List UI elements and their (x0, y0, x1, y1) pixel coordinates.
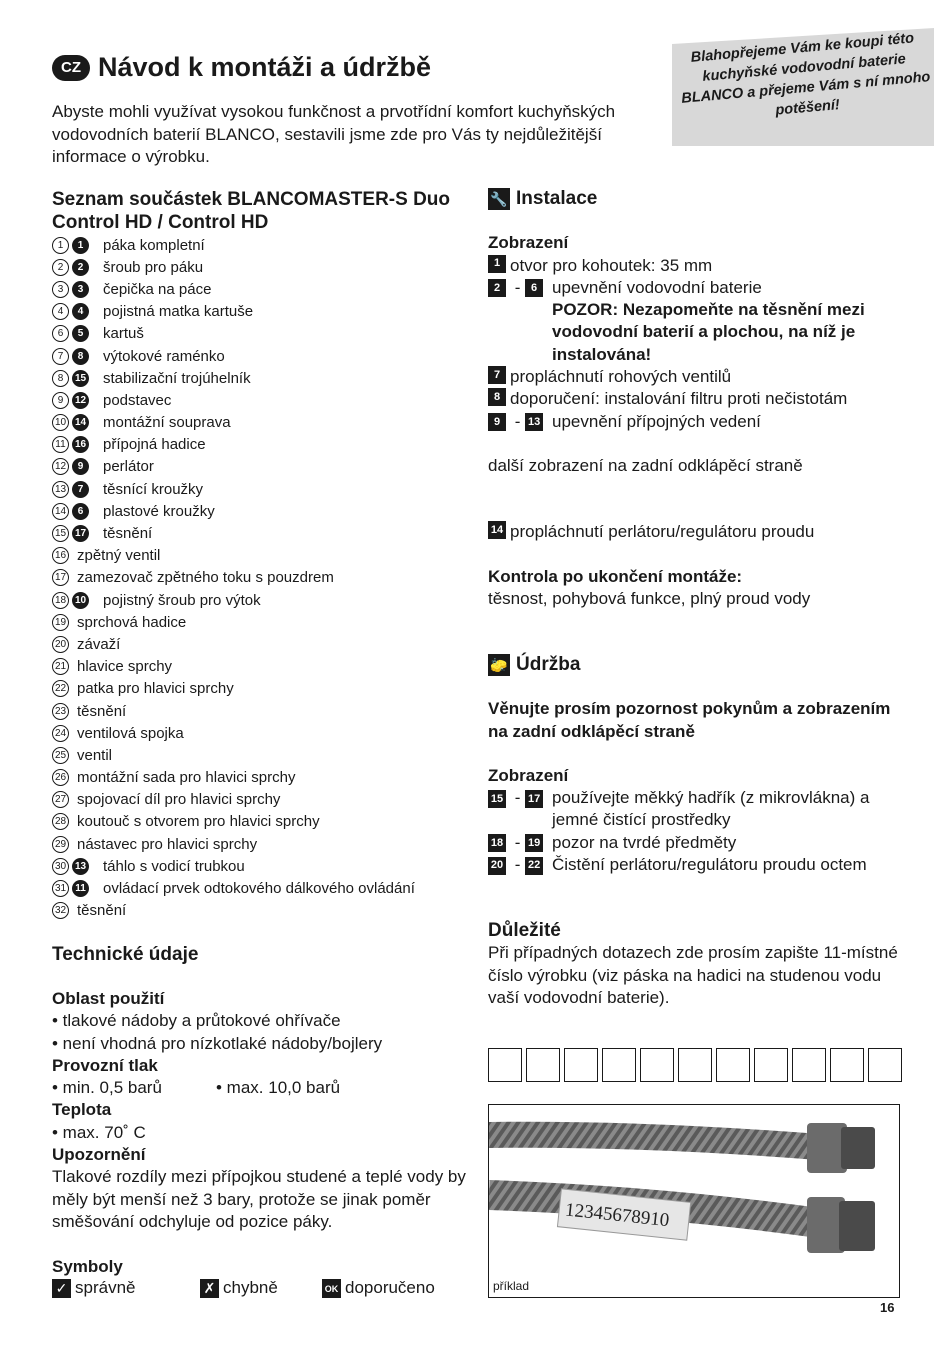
part-label: páka kompletní (103, 236, 205, 254)
part-label: výtokové raménko (103, 347, 225, 365)
maintenance-fig-title: Zobrazení (488, 765, 569, 785)
part-number: 21 (52, 658, 69, 675)
part-item (52, 478, 472, 500)
part-item (52, 589, 472, 611)
part-label: těsnění (77, 702, 127, 720)
part-number: 8 (52, 370, 69, 387)
figure-number: 1 (72, 237, 89, 254)
part-label: perlátor (103, 458, 154, 476)
parts-list (52, 234, 472, 922)
page-title (52, 52, 431, 83)
page-number: 16 (880, 1300, 895, 1315)
part-label: ventil (77, 746, 113, 764)
part-label: zamezovač zpětného toku s pouzdrem (77, 569, 334, 587)
part-item (52, 256, 472, 278)
figure-number: 10 (72, 592, 89, 609)
part-number: 22 (52, 680, 69, 697)
part-number: 12 (52, 458, 69, 475)
usage-item: • tlakové nádoby a průtokové ohřívače (52, 1011, 341, 1031)
install-step (488, 255, 908, 277)
figure-number: 4 (72, 303, 89, 320)
pressure-max: • max. 10,0 barů (216, 1078, 341, 1098)
part-label: pojistný šroub pro výtok (103, 591, 261, 609)
pressure-min: • min. 0,5 barů (52, 1078, 162, 1098)
part-label: ovládací prvek odtokového dálkového ovládání (103, 880, 415, 898)
ok-icon: OK (322, 1279, 341, 1298)
usage-title: Oblast použití (52, 989, 165, 1008)
part-item (52, 722, 472, 744)
part-number: 6 (52, 325, 69, 342)
photo-caption: příklad (493, 1279, 530, 1293)
install-step (488, 366, 908, 388)
part-label: podstavec (103, 391, 172, 409)
part-item (52, 633, 472, 655)
part-number: 31 (52, 880, 69, 897)
check-icon: ✓ (52, 1279, 71, 1298)
part-item (52, 456, 472, 478)
part-item (52, 877, 472, 899)
part-item (52, 744, 472, 766)
part-number: 26 (52, 769, 69, 786)
part-label: přípojná hadice (103, 436, 206, 454)
step-text: upevnění přípojných vedení (552, 411, 761, 431)
digit-box[interactable] (678, 1048, 712, 1082)
digit-box[interactable] (830, 1048, 864, 1082)
symbol-wrong (200, 1278, 322, 1298)
step-text: Čistění perlátoru/regulátoru proudu octem (552, 855, 867, 875)
part-label: táhlo s vodicí trubkou (103, 857, 245, 875)
install-section (488, 188, 908, 610)
symbols-row (52, 1278, 472, 1298)
part-item (52, 367, 472, 389)
important-title: Důležité (488, 920, 561, 941)
part-item (52, 389, 472, 411)
digit-box[interactable] (640, 1048, 674, 1082)
part-label: zpětný ventil (77, 547, 161, 565)
language-badge: CZ (52, 55, 90, 81)
usage-item: • není vhodná pro nízkotlaké nádoby/bojlery (52, 1033, 383, 1053)
check-title: Kontrola po ukončení montáže: (488, 566, 743, 586)
fig-number: 1 (488, 255, 506, 273)
maintenance-step (488, 832, 908, 854)
maintenance-section (488, 654, 908, 876)
intro-paragraph: Abyste mohli využívat vysokou funkčnost a prvotřídní komfort kuchyňských vodovodních baterií BLANCO, sestavili jsme zde pro Vás ty nejdůležitější informace o výrobku. (52, 102, 616, 166)
part-item (52, 567, 472, 589)
wrench-icon: 🔧 (488, 188, 510, 210)
part-item (52, 412, 472, 434)
maintenance-step (488, 854, 908, 876)
figure-number: 6 (72, 503, 89, 520)
install-heading (488, 188, 908, 210)
banner-text: Blahopřejeme Vám ke koupi této kuchyňské vodovodní baterie BLANCO a přejeme Vám s ní mnoho potěšení! (680, 30, 931, 119)
figure-number: 11 (72, 880, 89, 897)
part-label: koutouč s otvorem pro hlavici sprchy (77, 813, 320, 831)
part-label: patka pro hlavici sprchy (77, 680, 234, 698)
install-step (488, 411, 908, 433)
part-label: ventilová spojka (77, 724, 184, 742)
part-number: 2 (52, 259, 69, 276)
sample-product-number: 12345678910 (564, 1199, 671, 1232)
fig-number: 15 (488, 790, 506, 808)
tech-title: Technické údaje (52, 944, 199, 965)
step-text: používejte měkký hadřík (z mikrovlákna) a jemné čistící prostředky (552, 788, 870, 830)
fig-number: 13 (525, 413, 543, 431)
part-number: 29 (52, 836, 69, 853)
part-item (52, 301, 472, 323)
fig-number: 18 (488, 834, 506, 852)
part-number: 13 (52, 481, 69, 498)
pressure-title: Provozní tlak (52, 1055, 158, 1075)
figure-number: 9 (72, 458, 89, 475)
part-item (52, 767, 472, 789)
digit-box[interactable] (754, 1048, 788, 1082)
fig-number: 6 (525, 279, 543, 297)
part-label: montážní sada pro hlavici sprchy (77, 769, 296, 787)
tech-body (52, 988, 472, 1233)
fig-number: 7 (488, 366, 506, 384)
digit-box[interactable] (526, 1048, 560, 1082)
part-number: 27 (52, 791, 69, 808)
range-separator: - (510, 411, 526, 431)
part-label: šroub pro páku (103, 258, 204, 276)
part-label: kartuš (103, 325, 144, 343)
hose-illustration (489, 1105, 899, 1297)
hose-photo (488, 1104, 900, 1298)
install-title: Instalace (516, 188, 598, 209)
fig-number: 17 (525, 790, 543, 808)
part-item (52, 234, 472, 256)
part-label: těsnění (77, 902, 127, 920)
install-step (488, 388, 908, 410)
part-item (52, 611, 472, 633)
install-step (488, 277, 908, 299)
part-label: nástavec pro hlavici sprchy (77, 835, 258, 853)
part-number: 18 (52, 592, 69, 609)
part-item (52, 833, 472, 855)
digit-box[interactable] (868, 1048, 902, 1082)
figure-number: 16 (72, 436, 89, 453)
more-figures-note: další zobrazení na zadní odklápěcí straně (488, 455, 803, 475)
important-text: Při případných dotazech zde prosím zapište 11-místné číslo výrobku (viz páska na hadici na studenou vodu vaší vodovodní baterie). (488, 943, 898, 1007)
part-item (52, 434, 472, 456)
part-item (52, 545, 472, 567)
check-text: těsnost, pohybová funkce, plný proud vody (488, 588, 811, 608)
part-label: spojovací díl pro hlavici sprchy (77, 791, 281, 809)
part-label: čepička na páce (103, 280, 212, 298)
part-number: 28 (52, 813, 69, 830)
install-fig-title: Zobrazení (488, 233, 569, 253)
note-text: Tlakové rozdíly mezi přípojkou studené a teplé vody by měly být menší než 3 bary, protože se jinak poměr směšování odchyluje od pozice páky. (52, 1167, 466, 1231)
important-section (488, 920, 908, 1009)
part-number: 20 (52, 636, 69, 653)
part-number: 19 (52, 614, 69, 631)
fig-number: 19 (525, 834, 543, 852)
part-number: 32 (52, 902, 69, 919)
cleaning-icon: 🧽 (488, 654, 510, 676)
digit-box[interactable] (564, 1048, 598, 1082)
part-item (52, 789, 472, 811)
figure-number: 5 (72, 325, 89, 342)
range-separator: - (510, 832, 526, 852)
part-label: hlavice sprchy (77, 658, 173, 676)
step-text: pozor na tvrdé předměty (552, 832, 737, 852)
range-separator: - (510, 788, 526, 808)
symbol-recommended-label: doporučeno (345, 1278, 435, 1297)
symbol-correct (52, 1278, 200, 1298)
part-label: pojistná matka kartuše (103, 303, 254, 321)
note-title: Upozornění (52, 1145, 146, 1165)
fig-number: 22 (525, 857, 543, 875)
parts-list-title: Seznam součástek BLANCOMASTER-S Duo Control HD / Control HD (52, 189, 451, 233)
figure-number: 7 (72, 481, 89, 498)
figure-number: 3 (72, 281, 89, 298)
part-number: 30 (52, 858, 69, 875)
page-title-text: Návod k montáži a údržbě (98, 52, 432, 82)
digit-box[interactable] (792, 1048, 826, 1082)
figure-number: 12 (72, 392, 89, 409)
fig-number: 2 (488, 279, 506, 297)
part-item (52, 855, 472, 877)
digit-box[interactable] (602, 1048, 636, 1082)
part-item (52, 522, 472, 544)
symbol-correct-label: správně (75, 1278, 136, 1297)
part-number: 14 (52, 503, 69, 520)
install-warning: POZOR: Nezapomeňte na těsnění mezi vodovodní baterií a plochou, na níž je instalována! (552, 300, 865, 364)
part-number: 24 (52, 725, 69, 742)
part-number: 7 (52, 348, 69, 365)
part-number: 1 (52, 237, 69, 254)
fig-number: 8 (488, 388, 506, 406)
figure-number: 8 (72, 348, 89, 365)
part-number: 4 (52, 303, 69, 320)
symbol-recommended (322, 1278, 435, 1298)
part-number: 15 (52, 525, 69, 542)
part-number: 3 (52, 281, 69, 298)
part-number: 23 (52, 703, 69, 720)
digit-box[interactable] (716, 1048, 750, 1082)
symbol-wrong-label: chybně (223, 1278, 278, 1297)
part-label: závaží (77, 635, 121, 653)
part-item (52, 345, 472, 367)
part-number: 11 (52, 436, 69, 453)
symbols-title: Symboly (52, 1257, 123, 1276)
part-label: stabilizační trojúhelník (103, 369, 251, 387)
part-item (52, 700, 472, 722)
part-label: montážní souprava (103, 414, 231, 432)
step-text: otvor pro kohoutek: 35 mm (510, 255, 713, 275)
temperature-value: • max. 70˚ C (52, 1122, 146, 1142)
cross-icon: ✗ (200, 1279, 219, 1298)
part-number: 10 (52, 414, 69, 431)
part-number: 16 (52, 547, 69, 564)
part-label: plastové kroužky (103, 502, 215, 520)
part-label: těsnění (103, 525, 153, 543)
fig-number: 9 (488, 413, 506, 431)
range-separator: - (510, 277, 526, 297)
figure-number: 15 (72, 370, 89, 387)
maintenance-title: Údržba (516, 654, 581, 675)
step-text: doporučení: instalování filtru proti nečistotám (510, 389, 848, 409)
pressure-row (52, 1077, 472, 1099)
fig-number: 20 (488, 857, 506, 875)
maintenance-step (488, 787, 908, 832)
part-item (52, 811, 472, 833)
part-number: 25 (52, 747, 69, 764)
maintenance-heading (488, 654, 908, 676)
figure-number: 14 (72, 414, 89, 431)
figure-number: 13 (72, 858, 89, 875)
part-label: sprchová hadice (77, 613, 187, 631)
figure-number: 17 (72, 525, 89, 542)
part-item (52, 323, 472, 345)
temperature-title: Teplota (52, 1100, 112, 1120)
step-text: propláchnutí rohových ventilů (510, 367, 732, 387)
part-item (52, 678, 472, 700)
part-label: těsnící kroužky (103, 480, 204, 498)
install-step (488, 521, 908, 543)
part-number: 17 (52, 569, 69, 586)
maintenance-notice: Věnujte prosím pozornost pokynům a zobrazením na zadní odklápěcí straně (488, 699, 891, 741)
product-number-input[interactable] (488, 1048, 902, 1082)
step-text: upevnění vodovodní baterie (552, 277, 762, 297)
fig-number: 14 (488, 521, 506, 539)
part-item (52, 900, 472, 922)
step-text: propláchnutí perlátoru/regulátoru proudu (510, 522, 815, 542)
part-item (52, 500, 472, 522)
range-separator: - (510, 855, 526, 875)
digit-box[interactable] (488, 1048, 522, 1082)
part-item (52, 656, 472, 678)
part-item (52, 278, 472, 300)
part-number: 9 (52, 392, 69, 409)
figure-number: 2 (72, 259, 89, 276)
